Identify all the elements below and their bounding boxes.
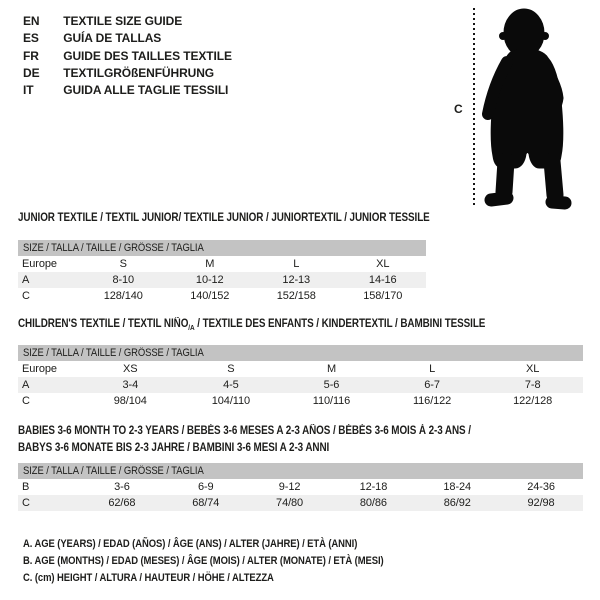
table-cell: L	[293, 258, 300, 270]
lang-code: IT	[23, 83, 34, 98]
table-row	[18, 377, 583, 393]
table-cell: L	[429, 363, 436, 375]
table-cell: 104/110	[211, 395, 251, 407]
row-label: A	[22, 379, 30, 391]
table-header-bar: SIZE / TALLA / TAILLE / GRÖSSE / TAGLIA	[18, 240, 426, 256]
table-row	[18, 393, 583, 409]
table-cell: 4-5	[223, 379, 239, 391]
table-cell: XL	[376, 258, 390, 270]
row-label: Europe	[22, 363, 57, 375]
table-cell: 7-8	[524, 379, 541, 391]
lang-title: TEXTILGRÖßENFÜHRUNG	[63, 65, 214, 80]
table-cell: 18-24	[443, 481, 472, 493]
table-cell: 12-18	[359, 481, 388, 493]
table-row	[18, 479, 583, 495]
table-row	[18, 361, 583, 377]
table-row	[18, 495, 583, 511]
table-cell: 5-6	[323, 379, 340, 391]
table-cell: 3-4	[122, 379, 139, 391]
row-label: Europe	[22, 258, 57, 270]
babies-size-table	[18, 463, 583, 511]
table-cell: 6-7	[424, 379, 440, 391]
lang-title: GUIDE DES TAILLES TEXTILE	[63, 48, 232, 63]
lang-row-fr	[23, 48, 232, 65]
table-cell: 116/122	[412, 395, 452, 407]
table-header-bar: SIZE / TALLA / TAILLE / GRÖSSE / TAGLIA	[18, 345, 583, 361]
table-cell: 14-16	[368, 274, 397, 286]
lang-code: ES	[23, 31, 39, 46]
table-cell: 122/128	[513, 395, 553, 407]
height-measure-dotted-line	[473, 8, 475, 208]
lang-row-de	[23, 65, 232, 82]
language-title-list	[23, 13, 232, 99]
lang-row-es	[23, 30, 232, 47]
table-header-bar: SIZE / TALLA / TAILLE / GRÖSSE / TAGLIA	[18, 463, 583, 479]
table-cell: M	[326, 363, 337, 375]
row-label: C	[22, 395, 30, 407]
table-cell: 3-6	[114, 481, 130, 493]
lang-code: DE	[23, 65, 40, 80]
table-cell: M	[205, 258, 215, 270]
table-cell: 158/170	[363, 290, 403, 302]
table-row	[18, 256, 426, 272]
table-cell: 62/68	[108, 497, 136, 509]
row-label: C	[22, 497, 30, 509]
table-cell: 86/92	[443, 497, 471, 509]
footnote-c: C. (cm) HEIGHT / ALTURA / HAUTEUR / HÖHE / ALTEZZA	[23, 572, 274, 585]
height-measure-label: C	[454, 102, 463, 116]
table-cell: 24-36	[527, 481, 555, 493]
table-cell: 92/98	[527, 497, 555, 509]
lang-title: GUÍA DE TALLAS	[63, 31, 162, 46]
footnote-legend	[23, 536, 442, 588]
junior-section-title: JUNIOR TEXTILE / TEXTIL JUNIOR/ TEXTILE JUNIOR / JUNIORTEXTIL / JUNIOR TESSILE	[18, 212, 430, 224]
table-cell: 9-12	[278, 481, 301, 493]
table-cell: 68/74	[192, 497, 220, 509]
table-cell: S	[227, 363, 235, 375]
table-cell: 8-10	[112, 274, 135, 286]
footnote-a: A. AGE (YEARS) / EDAD (AÑOS) / ÂGE (ANS) / ALTER (JAHRE) / ETÀ (ANNI)	[23, 538, 358, 550]
table-cell: 6-9	[197, 481, 214, 493]
table-cell: 80/86	[359, 497, 387, 509]
table-cell: 10-12	[195, 274, 224, 286]
table-cell: 128/140	[103, 290, 143, 302]
lang-title: TEXTILE SIZE GUIDE	[63, 14, 183, 28]
row-label: B	[22, 481, 30, 493]
table-cell: XS	[123, 363, 138, 375]
babies-section-title: BABIES 3-6 MONTH TO 2-3 YEARS / BEBÉS 3-6 MESES A 2-3 AÑOS / BÉBÉS 3-6 MOIS À 2-3 ANS / BABYS 3-6 MONATE BIS 2-3 JAHRE / BAMBINI 3-6 MESI A 2-3 ANNI	[18, 425, 471, 454]
table-cell: 74/80	[276, 497, 304, 509]
lang-code: FR	[23, 48, 39, 63]
table-cell: 152/158	[276, 290, 316, 302]
lang-row-it	[23, 82, 232, 99]
subscript-text: /A	[188, 323, 195, 332]
table-cell: S	[119, 258, 127, 270]
children-size-table	[18, 345, 583, 409]
table-row	[18, 288, 426, 304]
row-label: A	[22, 274, 30, 286]
lang-code: EN	[23, 14, 40, 28]
table-row	[18, 272, 426, 288]
table-cell: 98/104	[113, 395, 147, 407]
footnote-b: B. AGE (MONTHS) / EDAD (MESES) / ÂGE (MOIS) / ALTER (MONATE) / ETÀ (MESI)	[23, 555, 384, 568]
children-section-title: CHILDREN'S TEXTILE / TEXTIL $NIÑO_{/A}$ / TEXTILE DES ENFANTS / KINDERTEXTIL / BAMBINI TESSILE	[18, 318, 486, 332]
row-label: C	[22, 290, 30, 302]
table-cell: XL	[526, 363, 540, 375]
table-cell: 110/116	[312, 395, 351, 407]
table-cell: 12-13	[282, 274, 311, 286]
baby-silhouette-icon	[479, 6, 574, 211]
lang-row-en	[23, 13, 232, 30]
junior-size-table	[18, 240, 426, 304]
lang-title: GUIDA ALLE TAGLIE TESSILI	[63, 83, 229, 98]
table-cell: 140/152	[190, 290, 230, 302]
